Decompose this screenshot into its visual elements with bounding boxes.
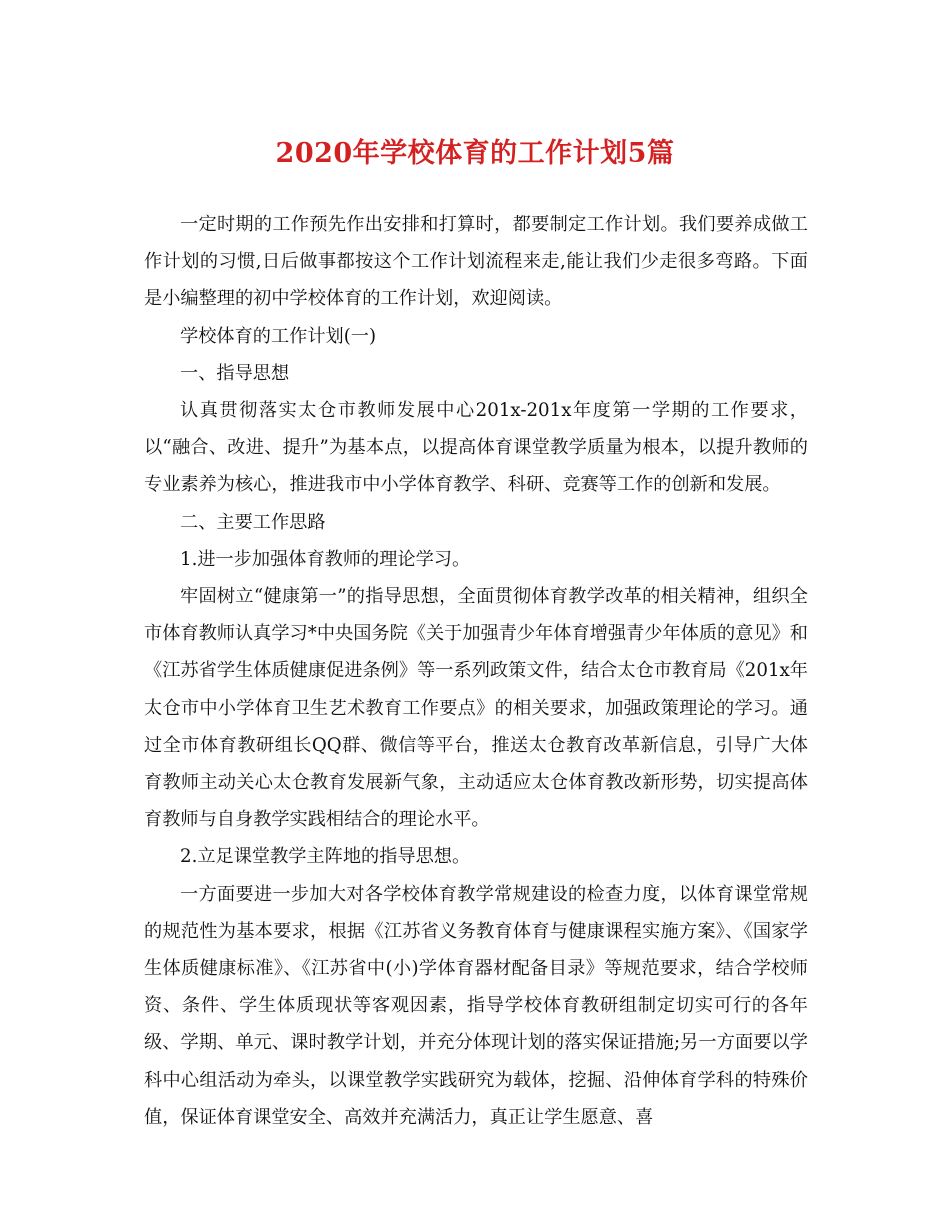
- paragraph-intro: 一定时期的工作预先作出安排和打算时，都要制定工作计划。我们要养成做工作计划的习惯,日后做事都按这个工作计划流程来走,能让我们少走很多弯路。下面是小编整理的初中学校体育的工作计划，欢迎阅读。: [144, 214, 808, 310]
- document-body: [144, 206, 808, 1136]
- paragraph-section-1-heading: 一、指导思想: [180, 362, 290, 384]
- paragraph-item-2-heading: 2.立足课堂教学主阵地的指导思想。: [180, 846, 471, 868]
- paragraph-theory-study: 牢固树立“健康第一”的指导思想，全面贯彻体育教学改革的相关精神，组织全市体育教师认真学习*中央国务院《关于加强青少年体育增强青少年体质的意见》和《江苏省学生体质健康促进条例》等一系列政策文件，结合太仓市教育局《201x年太仓市中小学体育卫生艺术教育工作要点》的相关要求，加强政策理论的学习。通过全市体育教研组长QQ群、微信等平台，推送太仓教育改革新信息，引导广大体育教师主动关心太仓教育发展新气象，主动适应太仓体育教改新形势，切实提高体育教师与自身教学实践相结合的理论水平。: [144, 586, 808, 831]
- paragraph-classroom-teaching: 一方面要进一步加大对各学校体育教学常规建设的检查力度，以体育课堂常规的规范性为基本要求，根据《江苏省义务教育体育与健康课程实施方案》、《国家学生体质健康标准》、《江苏省中(小)学体育器材配备目录》等规范要求，结合学校师资、条件、学生体质现状等客观因素，指导学校体育教研组制定切实可行的各年级、学期、单元、课时教学计划，并充分体现计划的落实保证措施;另一方面要以学科中心组活动为牵头，以课堂教学实践研究为载体，挖掘、沿伸体育学科的特殊价值，保证体育课堂安全、高效并充满活力，真正让学生愿意、喜: [144, 883, 808, 1128]
- document-title: 2020年学校体育的工作计划5篇: [275, 138, 675, 169]
- paragraph-item-1-heading: 1.进一步加强体育教师的理论学习。: [180, 548, 471, 570]
- paragraph-guiding-ideology: 认真贯彻落实太仓市教师发展中心201x-201x年度第一学期的工作要求，以“融合、改进、提升”为基本点，以提高体育课堂教学质量为根本，以提升教师的专业素养为核心，推进我市中小学体育教学、科研、竞赛等工作的创新和发展。: [144, 400, 808, 496]
- paragraph-section-2-heading: 二、主要工作思路: [180, 511, 326, 533]
- paragraph-plan-heading: 学校体育的工作计划(一): [180, 325, 377, 347]
